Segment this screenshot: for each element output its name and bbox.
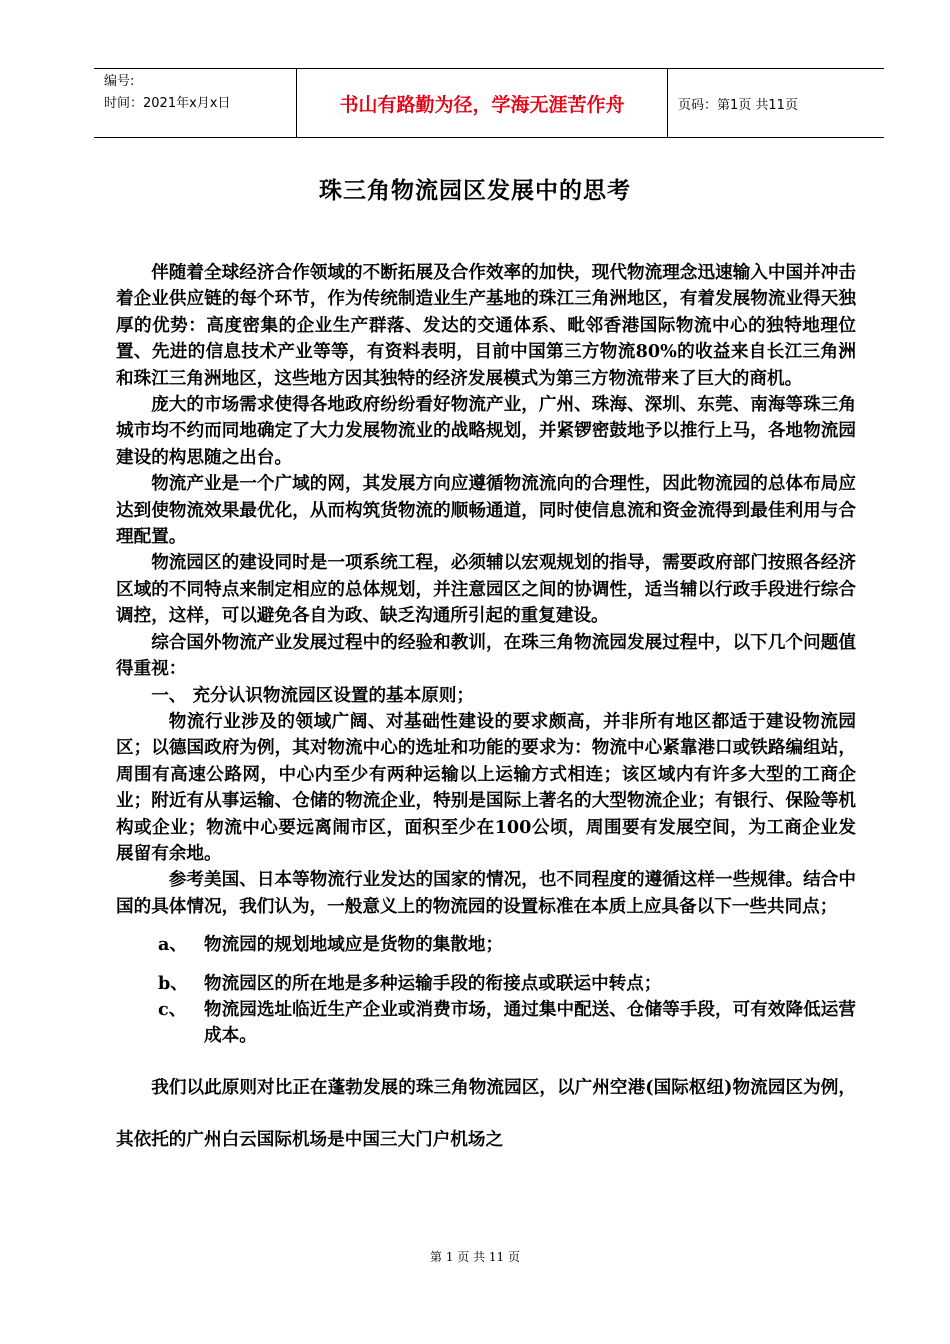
list-marker: c、 [158, 998, 187, 1020]
document-body [116, 260, 856, 1166]
header-left-cell [94, 69, 296, 137]
list-text: 物流园选址临近生产企业或消费市场，通过集中配送、仓储等手段，可有效降低运营成本。 [204, 998, 856, 1047]
list-item-c [158, 997, 856, 1050]
list-marker: a、 [158, 934, 187, 956]
list-marker: b、 [158, 972, 188, 994]
paragraph-8: 我们以此原则对比正在蓬勃发展的珠三角物流园区，以广州空港(国际枢纽)物流园区为例，其依托的广州白云国际机场是中国三大门户机场之 [116, 1076, 856, 1150]
list-text: 物流园的规划地域应是货物的集散地； [204, 934, 504, 956]
section-heading-1: 一、 充分认识物流园区设置的基本原则； [151, 684, 475, 706]
header-motto: 书山有路勤为径，学海无涯苦作舟 [296, 69, 668, 137]
time-label: 时间：2021年x月x日 [104, 96, 231, 111]
paragraph-7: 参考美国、日本等物流行业发达的国家的情况，也不同程度的遵循这样一些规律。结合中国的具体情况，我们认为，一般意义上的物流园的设置标准在本质上应具备以下一些共同点； [116, 869, 856, 917]
page-footer: 第 1 页 共 11 页 [430, 1250, 520, 1264]
list-text: 物流园区的所在地是多种运输手段的衔接点或联运中转点； [204, 972, 662, 994]
paragraph-6: 物流行业涉及的领域广阔、对基础性建设的要求颇高，并非所有地区都适于建设物流园区；以德国政府为例，其对物流中心的选址和功能的要求为：物流中心紧靠港口或铁路编组站，周围有高速公路网，中心内至少有两种运输以上运输方式相连；该区域内有许多大型的工商企业；附近有从事运输、仓储的物流企业，特别是国际上著名的大型物流企业；有银行、保险等机构或企业；物流中心要远离闹市区，面积至少在100公顷，周围要有发展空间，为工商企业发展留有余地。 [116, 710, 856, 864]
list-item-a [158, 932, 856, 958]
paragraph-4: 物流园区的建设同时是一项系统工程，必须辅以宏观规划的指导，需要政府部门按照各经济区域的不同特点来制定相应的总体规划，并注意园区之间的协调性，适当辅以行政手段进行综合调控，这样，可以避免各自为政、缺乏沟通所引起的重复建设。 [116, 552, 856, 627]
paragraph-2: 庞大的市场需求使得各地政府纷纷看好物流产业，广州、珠海、深圳、东莞、南海等珠三角城市均不约而同地确定了大力发展物流业的战略规划，并紧锣密鼓地予以推行上马，各地物流园建设的构思随之出台。 [116, 394, 856, 468]
list-item-b [158, 971, 856, 997]
header-table [94, 68, 884, 138]
paragraph-5: 综合国外物流产业发展过程中的经验和教训，在珠三角物流园发展过程中，以下几个问题值得重视： [116, 631, 856, 680]
header-page-info: 页码：第1页 共11页 [678, 97, 798, 113]
document-title: 珠三角物流园区发展中的思考 [319, 177, 631, 204]
paragraph-1: 伴随着全球经济合作领域的不断拓展及合作效率的加快，现代物流理念迅速输入中国并冲击着企业供应链的每个环节，作为传统制造业生产基地的珠江三角洲地区，有着发展物流业得天独厚的优势：高度密集的企业生产群落、发达的交通体系、毗邻香港国际物流中心的独特地理位置、先进的信息技术产业等等，有资料表明，目前中国第三方物流80%的收益来自长江三角洲和珠江三角洲地区，这些地方因其独特的经济发展模式为第三方物流带来了巨大的商机。 [116, 262, 856, 389]
paragraph-3: 物流产业是一个广域的网，其发展方向应遵循物流流向的合理性，因此物流园的总体布局应达到使物流效果最优化，从而构筑货物流的顺畅通道，同时使信息流和资金流得到最佳利用与合理配置。 [116, 473, 856, 548]
number-label: 编号: [104, 74, 135, 89]
